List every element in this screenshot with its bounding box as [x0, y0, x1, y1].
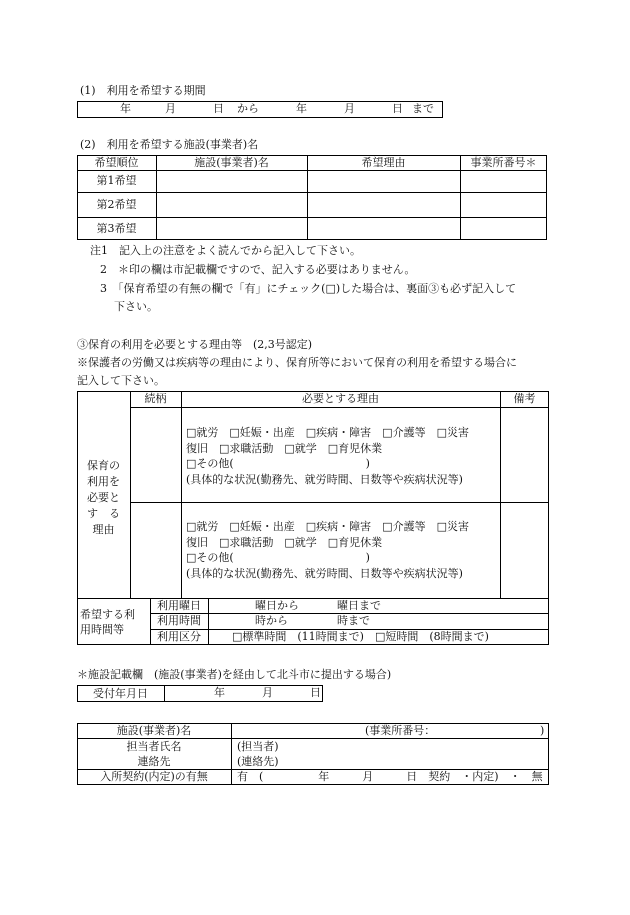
period-until: まで: [412, 102, 434, 115]
section3-desc-1: ※保護者の労働又は疾病等の理由により、保育所等において保育の利用を希望する場合に: [77, 356, 517, 369]
header-required-reason: 必要とする理由: [302, 392, 379, 405]
note-1: 注1 記入上の注意をよく読んでから記入して下さい。: [90, 244, 361, 257]
row-choice-2: 第2希望: [96, 197, 137, 211]
usage-time-from: 時から: [255, 614, 288, 627]
office-number-close: ): [540, 724, 545, 737]
period-month-1: 月: [165, 102, 176, 115]
header-remarks: 備考: [513, 392, 536, 405]
period-month-2: 月: [344, 102, 355, 115]
left-label-reason: 保育の 利用を 必要と す る 理由: [87, 459, 120, 536]
reason-block-2: □就労 □妊娠・出産 □疾病・障害 □介護等 □災害 復旧 □求職活動 □就学 □育児休業 □その他( ) (具体的な状況(勤務先、就労時間、日数等や疾病状況等): [186, 520, 469, 580]
row-choice-3: 第3希望: [96, 221, 137, 235]
usage-time-until: 時まで: [337, 614, 370, 627]
period-from: から: [237, 102, 259, 115]
note-2: 2 ＊印の欄は市記載欄ですので、記入する必要はありません。: [100, 263, 416, 276]
label-usage-category: 利用区分: [157, 630, 201, 643]
reception-year: 年: [214, 686, 225, 699]
section1-title: (1) 利用を希望する期間: [80, 84, 206, 97]
office-number-field: (事業所番号：: [365, 724, 436, 737]
col-header-facility: 施設(事業者)名: [194, 155, 269, 169]
usage-category-options: □標準時間 (11時間まで) □短時間 (8時間まで): [232, 630, 489, 643]
col-header-reason: 希望理由: [361, 155, 406, 169]
section3-desc-2: 記入して下さい。: [77, 374, 165, 387]
reception-month: 月: [262, 686, 273, 699]
usage-days-from: 曜日から: [255, 599, 299, 612]
section3-title: ③保育の利用を必要とする理由等 (2,3号認定): [77, 338, 313, 351]
facility-name-label: 施設(事業者)名: [116, 723, 192, 737]
header-relationship: 続柄: [144, 392, 167, 405]
row-choice-1: 第1希望: [96, 174, 137, 187]
col-header-office-number: 事業所番号＊: [470, 155, 537, 169]
reception-day: 日: [310, 686, 321, 699]
period-day-1: 日: [213, 102, 224, 115]
section4-title: ＊施設記載欄 (施設(事業者)を経由して北斗市に提出する場合): [77, 668, 392, 681]
reason-block-1: □就労 □妊娠・出産 □疾病・障害 □介護等 □災害 復旧 □求職活動 □就学 □育児休業 □その他( ) (具体的な状況(勤務先、就労時間、日数等や疾病状況等): [186, 426, 469, 486]
period-day-2: 日: [392, 102, 403, 115]
contact-values: (担当者) (連絡先): [237, 740, 279, 768]
section2-title: (2) 利用を希望する施設(事業者)名: [80, 138, 259, 151]
contract-status-label: 入所契約(内定)の有無: [100, 770, 208, 783]
period-year-1: 年: [120, 102, 131, 115]
label-usage-time: 利用時間: [157, 614, 201, 627]
note-3-cont: 下さい。: [114, 300, 158, 313]
note-3: 3 「保育希望の有無の欄で「有」にチェック(□)した場合は、裏面③も必ず記入して: [100, 282, 517, 295]
label-usage-days: 利用曜日: [157, 598, 201, 612]
contract-status-value: 有 ( 年 月 日 契約 ・内定) ・ 無: [237, 770, 543, 783]
period-year-2: 年: [296, 102, 307, 115]
desired-time-label: 希望する利 用時間等: [80, 608, 135, 636]
period-box: [77, 101, 443, 118]
usage-days-until: 曜日まで: [337, 599, 381, 612]
col-header-rank: 希望順位: [94, 155, 139, 169]
reception-date-label: 受付年月日: [93, 686, 148, 700]
contact-label: 担当者氏名 連絡先: [126, 740, 182, 768]
